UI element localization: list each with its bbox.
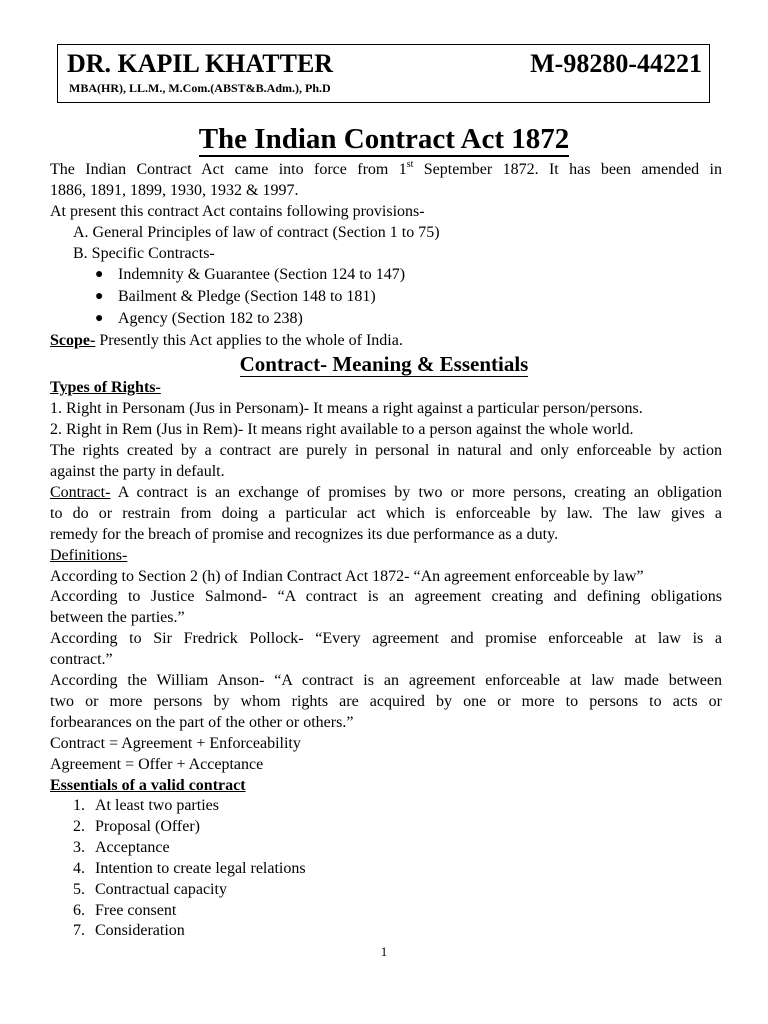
author-header-box	[57, 44, 710, 103]
definition-salmond-line-2: between the parties.”	[50, 609, 185, 626]
rights-para-line-2: against the party in default.	[50, 463, 225, 480]
bullet-item: ● Bailment & Pledge (Section 148 to 181)	[95, 288, 376, 305]
author-name: DR. KAPIL KHATTER	[67, 49, 334, 78]
author-qualifications: MBA(HR), LL.M., M.Com.(ABST&B.Adm.), Ph.D	[69, 81, 331, 95]
definition-anson-line-1: According the William Anson- “A contract is an agreement enforceable at law made between	[50, 672, 722, 689]
essentials-heading: Essentials of a valid contract	[50, 777, 246, 794]
essential-item: 4. Intention to create legal relations	[73, 860, 306, 877]
definition-section-2h: According to Section 2 (h) of Indian Contract Act 1872- “An agreement enforceable by law”	[50, 568, 644, 585]
rights-heading: Types of Rights-	[50, 379, 161, 396]
document-title: The Indian Contract Act 1872	[198, 123, 570, 155]
right-in-personam: 1. Right in Personam (Jus in Personam)- It means a right against a particular person/persons.	[50, 400, 643, 417]
essential-item: 1. At least two parties	[73, 797, 219, 814]
definition-anson-line-3: forbearances on the part of the other or others.”	[50, 714, 354, 731]
essential-item: 6. Free consent	[73, 902, 177, 919]
bullet-item: ● Agency (Section 182 to 238)	[95, 310, 303, 327]
definition-anson-line-2: two or more persons by whom rights are acquired by one or more to persons to acts or	[50, 693, 722, 710]
section-title: Contract- Meaning & Essentials	[239, 352, 529, 376]
intro-line-2: 1886, 1891, 1899, 1930, 1932 & 1997.	[50, 182, 299, 199]
agreement-equation: Agreement = Offer + Acceptance	[50, 756, 264, 773]
definition-pollock-line-2: contract.”	[50, 651, 113, 668]
essential-item: 5. Contractual capacity	[73, 881, 227, 898]
intro-line-3: At present this contract Act contains following provisions-	[50, 203, 425, 220]
bullet-item: ● Indemnity & Guarantee (Section 124 to 147)	[95, 266, 406, 283]
right-in-rem: 2. Right in Rem (Jus in Rem)- It means right available to a person against the whole world.	[50, 421, 634, 438]
contract-line-2: to do or restrain from doing a particular act which is enforceable by law. The law gives a	[50, 505, 722, 522]
definitions-heading: Definitions-	[50, 547, 128, 564]
scope-line: Scope- Presently this Act applies to the whole of India.	[50, 332, 403, 349]
definition-salmond-line-1: According to Justice Salmond- “A contract is an agreement creating and defining obligations	[50, 588, 722, 605]
rights-para-line-1: The rights created by a contract are purely in personal in natural and only enforceable by action	[50, 442, 722, 459]
contract-line-1: Contract- A contract is an exchange of promises by two or more persons, creating an obligation	[50, 484, 722, 501]
provision-a: A. General Principles of law of contract (Section 1 to 75)	[73, 224, 440, 241]
essential-item: 3. Acceptance	[73, 839, 170, 856]
essential-item: 7. Consideration	[73, 922, 185, 939]
scope-label: Scope-	[50, 332, 96, 349]
intro-line-1: The Indian Contract Act came into force from 1st September 1872. It has been amended in	[50, 159, 723, 178]
definition-pollock-line-1: According to Sir Fredrick Pollock- “Every agreement and promise enforceable at law is a	[50, 630, 722, 647]
author-phone: M-98280-44221	[530, 49, 702, 78]
contract-line-3: remedy for the breach of promise and recognizes its due performance as a duty.	[50, 526, 559, 543]
contract-equation: Contract = Agreement + Enforceability	[50, 735, 301, 752]
page-number: 1	[380, 944, 388, 959]
bullet-icon: ●	[95, 311, 104, 326]
essential-item: 2. Proposal (Offer)	[73, 818, 201, 835]
bullet-icon: ●	[95, 267, 104, 282]
provision-b: B. Specific Contracts-	[73, 245, 215, 262]
contract-label: Contract-	[50, 484, 111, 501]
bullet-icon: ●	[95, 289, 104, 304]
